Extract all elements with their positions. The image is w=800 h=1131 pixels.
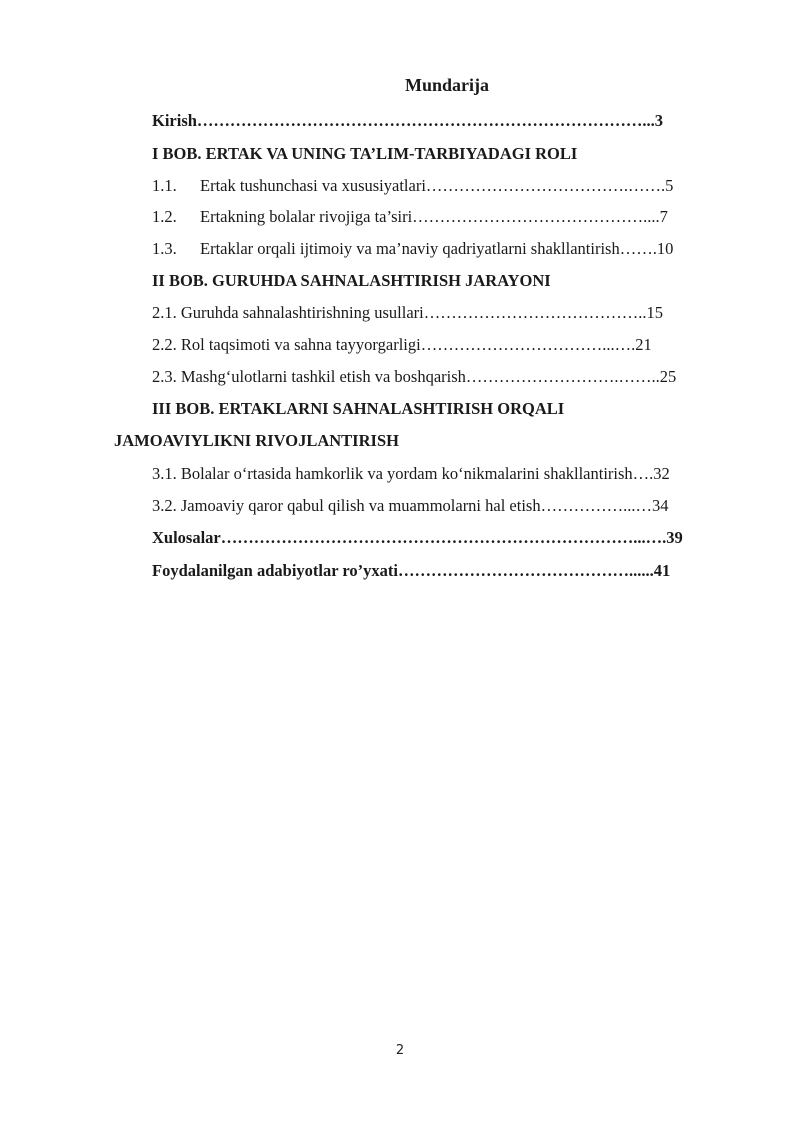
- toc-entry-2-2[interactable]: [152, 334, 652, 356]
- toc-entry-text: III BOB. ERTAKLARNI SAHNALASHTIRISH ORQALI: [152, 399, 565, 418]
- toc-entry-1-3[interactable]: [152, 238, 673, 260]
- toc-entry-number: 1.1.: [152, 176, 177, 195]
- toc-entry-3-2[interactable]: [152, 495, 668, 517]
- toc-entry-intro[interactable]: [152, 110, 663, 132]
- toc-entry-number: 1.3.: [152, 239, 177, 258]
- toc-entry-conclusions[interactable]: [152, 527, 683, 549]
- toc-entry-1-1[interactable]: [152, 175, 673, 197]
- toc-entry-text: 3.1. Bolalar o‘rtasida hamkorlik va yordam ko‘nikmalarini shakllantirish….32: [152, 464, 670, 483]
- toc-entry-text: 3.2. Jamoaviy qaror qabul qilish va muammolarni hal etish……………...…34: [152, 496, 669, 515]
- toc-chapter-1[interactable]: [152, 143, 577, 165]
- toc-entry-text: JAMOAVIYLIKNI RIVOJLANTIRISH: [114, 431, 399, 450]
- toc-entry-text: 2.3. Mashg‘ulotlarni tashkil etish va boshqarish……………………….……..25: [152, 367, 677, 386]
- toc-entry-text: Ertaklar orqali ijtimoiy va ma’naviy qadriyatlarni shakllantirish…….10: [200, 239, 674, 258]
- toc-chapter-2[interactable]: [152, 270, 551, 292]
- toc-entry-text: I BOB. ERTAK VA UNING TA’LIM-TARBIYADAGI ROLI: [152, 144, 578, 163]
- toc-entry-text: Foydalanilgan adabiyotlar ro’yxati……………………………………......41: [152, 561, 671, 580]
- toc-title: [47, 75, 800, 96]
- toc-entry-text: Ertak tushunchasi va xususiyatlari……………………………….…….5: [200, 176, 674, 195]
- toc-entry-2-3[interactable]: [152, 366, 676, 388]
- toc-entry-text: 2.2. Rol taqsimoti va sahna tayyorgarligi……………………………...….21: [152, 335, 652, 354]
- toc-entry-number: 1.2.: [152, 207, 177, 226]
- toc-entry-2-1[interactable]: [152, 302, 663, 324]
- toc-entry-references[interactable]: [152, 560, 670, 582]
- toc-entry-1-2[interactable]: [152, 206, 668, 228]
- page-number: 2: [395, 1043, 405, 1058]
- toc-chapter-3-continued[interactable]: [114, 430, 399, 452]
- toc-entry-text: Kirish………………………………………………………………………...3: [152, 111, 664, 130]
- toc-title-text: Mundarija: [404, 75, 489, 95]
- toc-entry-text: Ertakning bolalar rivojiga ta’siri……………………………………....7: [200, 207, 668, 226]
- toc-entry-3-1[interactable]: [152, 463, 670, 485]
- toc-entry-text: 2.1. Guruhda sahnalashtirishning usullari…………………………………..15: [152, 303, 664, 322]
- toc-chapter-3[interactable]: [152, 398, 564, 420]
- toc-entry-text: Xulosalar…………………………………………………………………...….39: [152, 528, 683, 547]
- toc-entry-text: II BOB. GURUHDA SAHNALASHTIRISH JARAYONI: [152, 271, 551, 290]
